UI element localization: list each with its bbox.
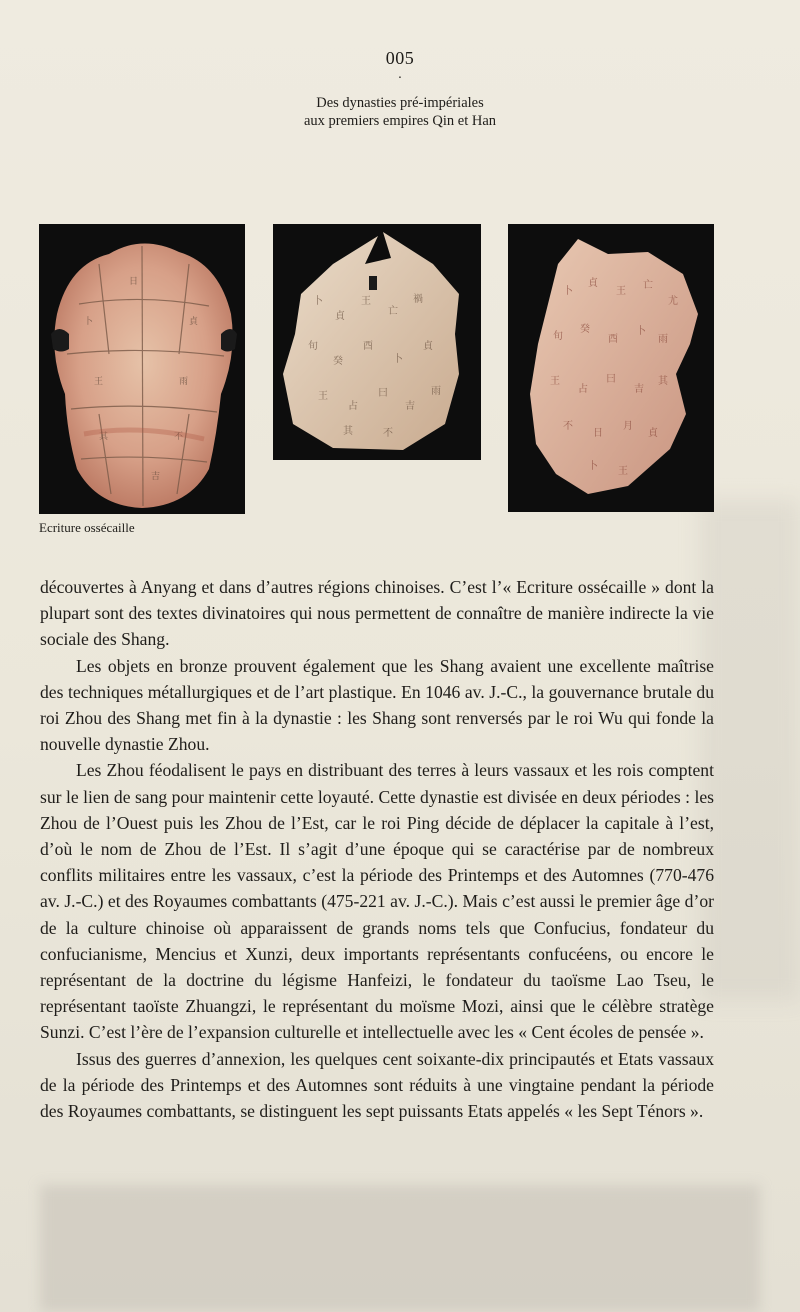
svg-text:卜: 卜 [563,286,573,297]
body-text [40,574,714,1124]
svg-text:月: 月 [623,421,633,432]
svg-text:旬: 旬 [553,331,563,342]
svg-text:亡: 亡 [388,306,398,317]
running-title-line-1: Des dynasties pré-impériales [316,95,484,111]
svg-text:癸: 癸 [580,324,590,335]
svg-text:吉: 吉 [151,472,161,482]
svg-text:其: 其 [658,376,668,387]
svg-text:王: 王 [361,296,371,307]
paragraph-1: découvertes à Anyang et dans d’autres régions chinoises. C’est l’« Ecriture ossécaille » dont la plupart sont des textes divinatoires qui nous permettent de connaître de manière indirecte la vie sociale des Shang. [40,577,714,650]
svg-text:占: 占 [348,401,358,412]
figure-oracle-bone-fragment [273,224,481,460]
svg-text:王: 王 [616,286,626,297]
figure-inscribed-shell-fragment [508,224,714,512]
svg-text:禍: 禍 [413,294,423,305]
turtle-plastron-image-icon [39,224,245,514]
svg-text:雨: 雨 [658,334,668,345]
svg-text:貞: 貞 [335,311,345,322]
svg-text:日: 日 [129,277,139,287]
svg-text:酉: 酉 [363,341,373,352]
svg-text:貞: 貞 [648,428,658,439]
running-title-line-2: aux premiers empires Qin et Han [303,113,497,129]
paragraph-2: Les objets en bronze prouvent également que les Shang avaient une excellente maîtrise des techniques métallurgiques et de l’art plastique. En 1046 av. J.-C., la gouvernance brutale du roi Zhou des Shang met fin à la dynastie : les Shang sont renversés par le roi Wu qui fonde la nouvelle dynastie Zhou. [40,655,714,755]
svg-text:貞: 貞 [588,278,598,289]
svg-text:貞: 貞 [189,317,199,327]
svg-text:王: 王 [618,466,628,477]
svg-text:亡: 亡 [643,280,653,291]
figure-caption: Ecriture ossécaille [39,520,135,535]
svg-text:王: 王 [550,376,560,387]
svg-text:不: 不 [174,432,184,442]
svg-text:雨: 雨 [431,386,441,397]
svg-text:日: 日 [593,428,603,439]
svg-text:尤: 尤 [668,296,678,307]
running-title [0,94,800,130]
paragraph-3: Les Zhou féodalisent le pays en distribuant des terres à leurs vassaux et les rois comptent sur le lien de sang pour maintenir cette loyauté. Cette dynastie est divisée en deux périodes : les Zhou de l’Ouest puis les Zhou de l’Est, car le roi Ping décide de déplacer la capitale à l’est, d’où le nom de Zhou de l’Est. Il s’agit d’une époque qui se caractérise par de nombreux conflits militaires entre les vassaux, c’est la période des Printemps et des Automnes (770-476 av. J.-C.) et des Royaumes combattants (475-221 av. J.-C.). Mais c’est aussi le premier âge d’or de la culture chinoise où apparaissent de grands noms tels que Confucius, fondateur du confucianisme, Mencius et Xunzi, deux importants représentants confucéens, ou encore le représentant de la doctrine du légisme Hanfeizi, le fondateur du taoïsme Lao Tseu, le représentant taoïste Zhuangzi, le représentant du moïsme Mozi, ainsi que le célèbre stratège Sunzi. C’est l’ère de l’expansion culturelle et intellectuelle avec les « Cent écoles de pensée ». [40,760,714,1043]
svg-text:旬: 旬 [308,341,318,352]
svg-text:卜: 卜 [588,461,598,472]
page-number-dot: · [397,71,403,86]
svg-text:其: 其 [343,426,353,437]
svg-text:卜: 卜 [636,326,646,337]
svg-text:吉: 吉 [634,384,644,395]
svg-text:不: 不 [383,428,393,439]
bleed-through-shadow [40,1185,760,1312]
svg-text:雨: 雨 [179,377,189,387]
inscribed-shell-fragment-image-icon [508,224,714,512]
oracle-bone-fragment-image-icon [273,224,481,460]
svg-text:曰: 曰 [378,388,388,399]
svg-text:占: 占 [578,384,588,395]
paragraph-4: Issus des guerres d’annexion, les quelques cent soixante-dix principautés et Etats vassaux de la période des Printemps et des Automnes sont réduits à une vingtaine pendant la période des Royaumes combattants, se distinguent les sept puissants Etats appelés « les Sept Ténors ». [40,1048,714,1122]
figure-turtle-plastron [39,224,245,514]
page-number: 005 [385,48,415,68]
svg-text:癸: 癸 [333,356,343,367]
svg-text:不: 不 [563,421,573,432]
svg-text:酉: 酉 [608,334,618,345]
bleed-through-shadow-right [700,500,800,1000]
svg-text:卜: 卜 [393,354,403,365]
svg-text:貞: 貞 [423,341,433,352]
svg-text:曰: 曰 [606,374,616,385]
svg-text:吉: 吉 [405,401,415,412]
svg-text:王: 王 [94,377,104,387]
svg-text:卜: 卜 [84,317,94,327]
svg-text:其: 其 [99,432,109,442]
svg-text:王: 王 [318,391,328,402]
svg-text:卜: 卜 [313,296,323,307]
